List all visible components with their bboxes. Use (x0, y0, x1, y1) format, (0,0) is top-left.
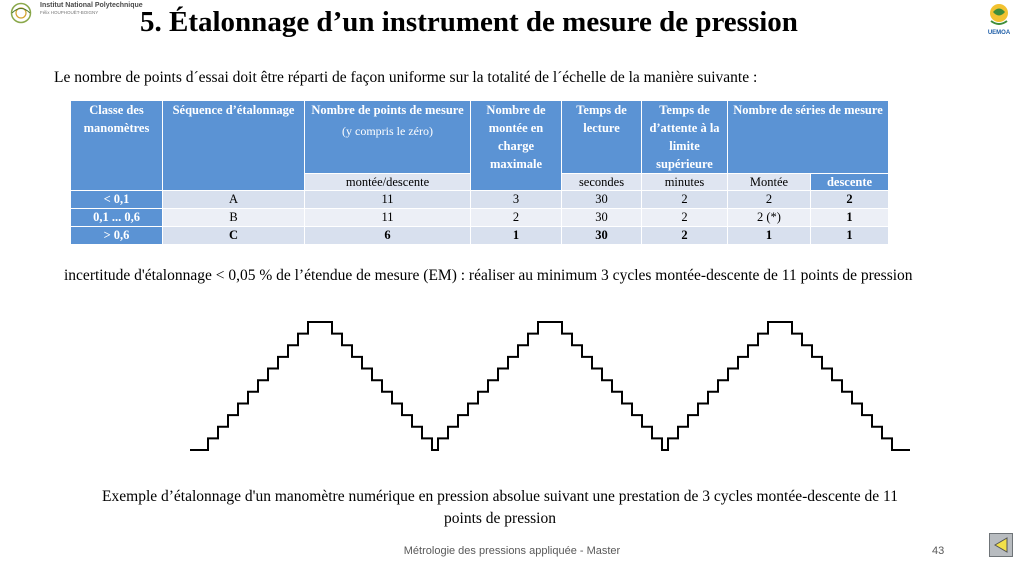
cell-lecture: 30 (562, 227, 642, 245)
cell-attente: 2 (642, 191, 728, 209)
intro-text: Le nombre de points d´essai doit être réparti de façon uniforme sur la totalité de l´échelle de la manière suivante : (54, 69, 758, 86)
cell-points: 6 (305, 227, 471, 245)
staircase-curve (190, 322, 910, 450)
cell-montee: 3 (471, 191, 562, 209)
subheader-series-montee: Montée (728, 174, 811, 191)
header-lecture: Temps de lecture (562, 101, 642, 174)
cell-series-descente: 1 (811, 227, 889, 245)
cell-lecture: 30 (562, 191, 642, 209)
subheader-series-descente: descente (811, 174, 889, 191)
cell-classe: < 0,1 (71, 191, 163, 209)
uemoa-logo-text: UEMOA (987, 30, 1011, 36)
subheader-montee-descente: montée/descente (305, 174, 471, 191)
subheader-minutes: minutes (642, 174, 728, 191)
page-number: 43 (932, 545, 945, 557)
cell-points: 11 (305, 191, 471, 209)
slide-title: 5. Étalonnage d’un instrument de mesure de pression (140, 6, 798, 38)
cell-points: 11 (305, 209, 471, 227)
back-arrow-icon (990, 534, 1012, 556)
cell-montee: 1 (471, 227, 562, 245)
cell-sequence: C (163, 227, 305, 245)
subheader-secondes: secondes (562, 174, 642, 191)
cell-attente: 2 (642, 209, 728, 227)
cell-classe: 0,1 ... 0,6 (71, 209, 163, 227)
header-classe: Classe des manomètres (71, 101, 163, 191)
cell-series-montee: 2 (728, 191, 811, 209)
cell-classe: > 0,6 (71, 227, 163, 245)
back-button[interactable] (989, 533, 1013, 557)
incertitude-text: incertitude d'étalonnage < 0,05 % de l’étendue de mesure (EM) : réaliser au minimum 3 cycles montée-descente de 11 points de pression (64, 267, 913, 284)
cell-sequence: B (163, 209, 305, 227)
cell-lecture: 30 (562, 209, 642, 227)
cell-sequence: A (163, 191, 305, 209)
header-series: Nombre de séries de mesure (728, 101, 889, 174)
cell-series-montee: 2 (*) (728, 209, 811, 227)
cell-attente: 2 (642, 227, 728, 245)
header-nb-points-label: Nombre de points de mesure (311, 103, 464, 117)
header-attente: Temps de d’attente à la limite supérieure (642, 101, 728, 174)
institute-title: Institut National Polytechnique (40, 2, 143, 9)
cell-series-descente: 2 (811, 191, 889, 209)
footer-text: Métrologie des pressions appliquée - Master (403, 545, 621, 557)
cell-series-montee: 1 (728, 227, 811, 245)
header-montee: Nombre de montée en charge maximale (471, 101, 562, 191)
header-nb-points-note: (y compris le zéro) (342, 124, 433, 138)
cell-montee: 2 (471, 209, 562, 227)
cell-series-descente: 1 (811, 209, 889, 227)
figure-caption: Exemple d’étalonnage d'un manomètre numérique en pression absolue suivant une prestation de 3 cycles montée-descente de 11 points de pression (102, 488, 898, 527)
institute-subtitle: Félix HOUPHOUËT-BOIGNY (40, 10, 99, 15)
header-sequence: Séquence d’étalonnage (163, 101, 305, 191)
